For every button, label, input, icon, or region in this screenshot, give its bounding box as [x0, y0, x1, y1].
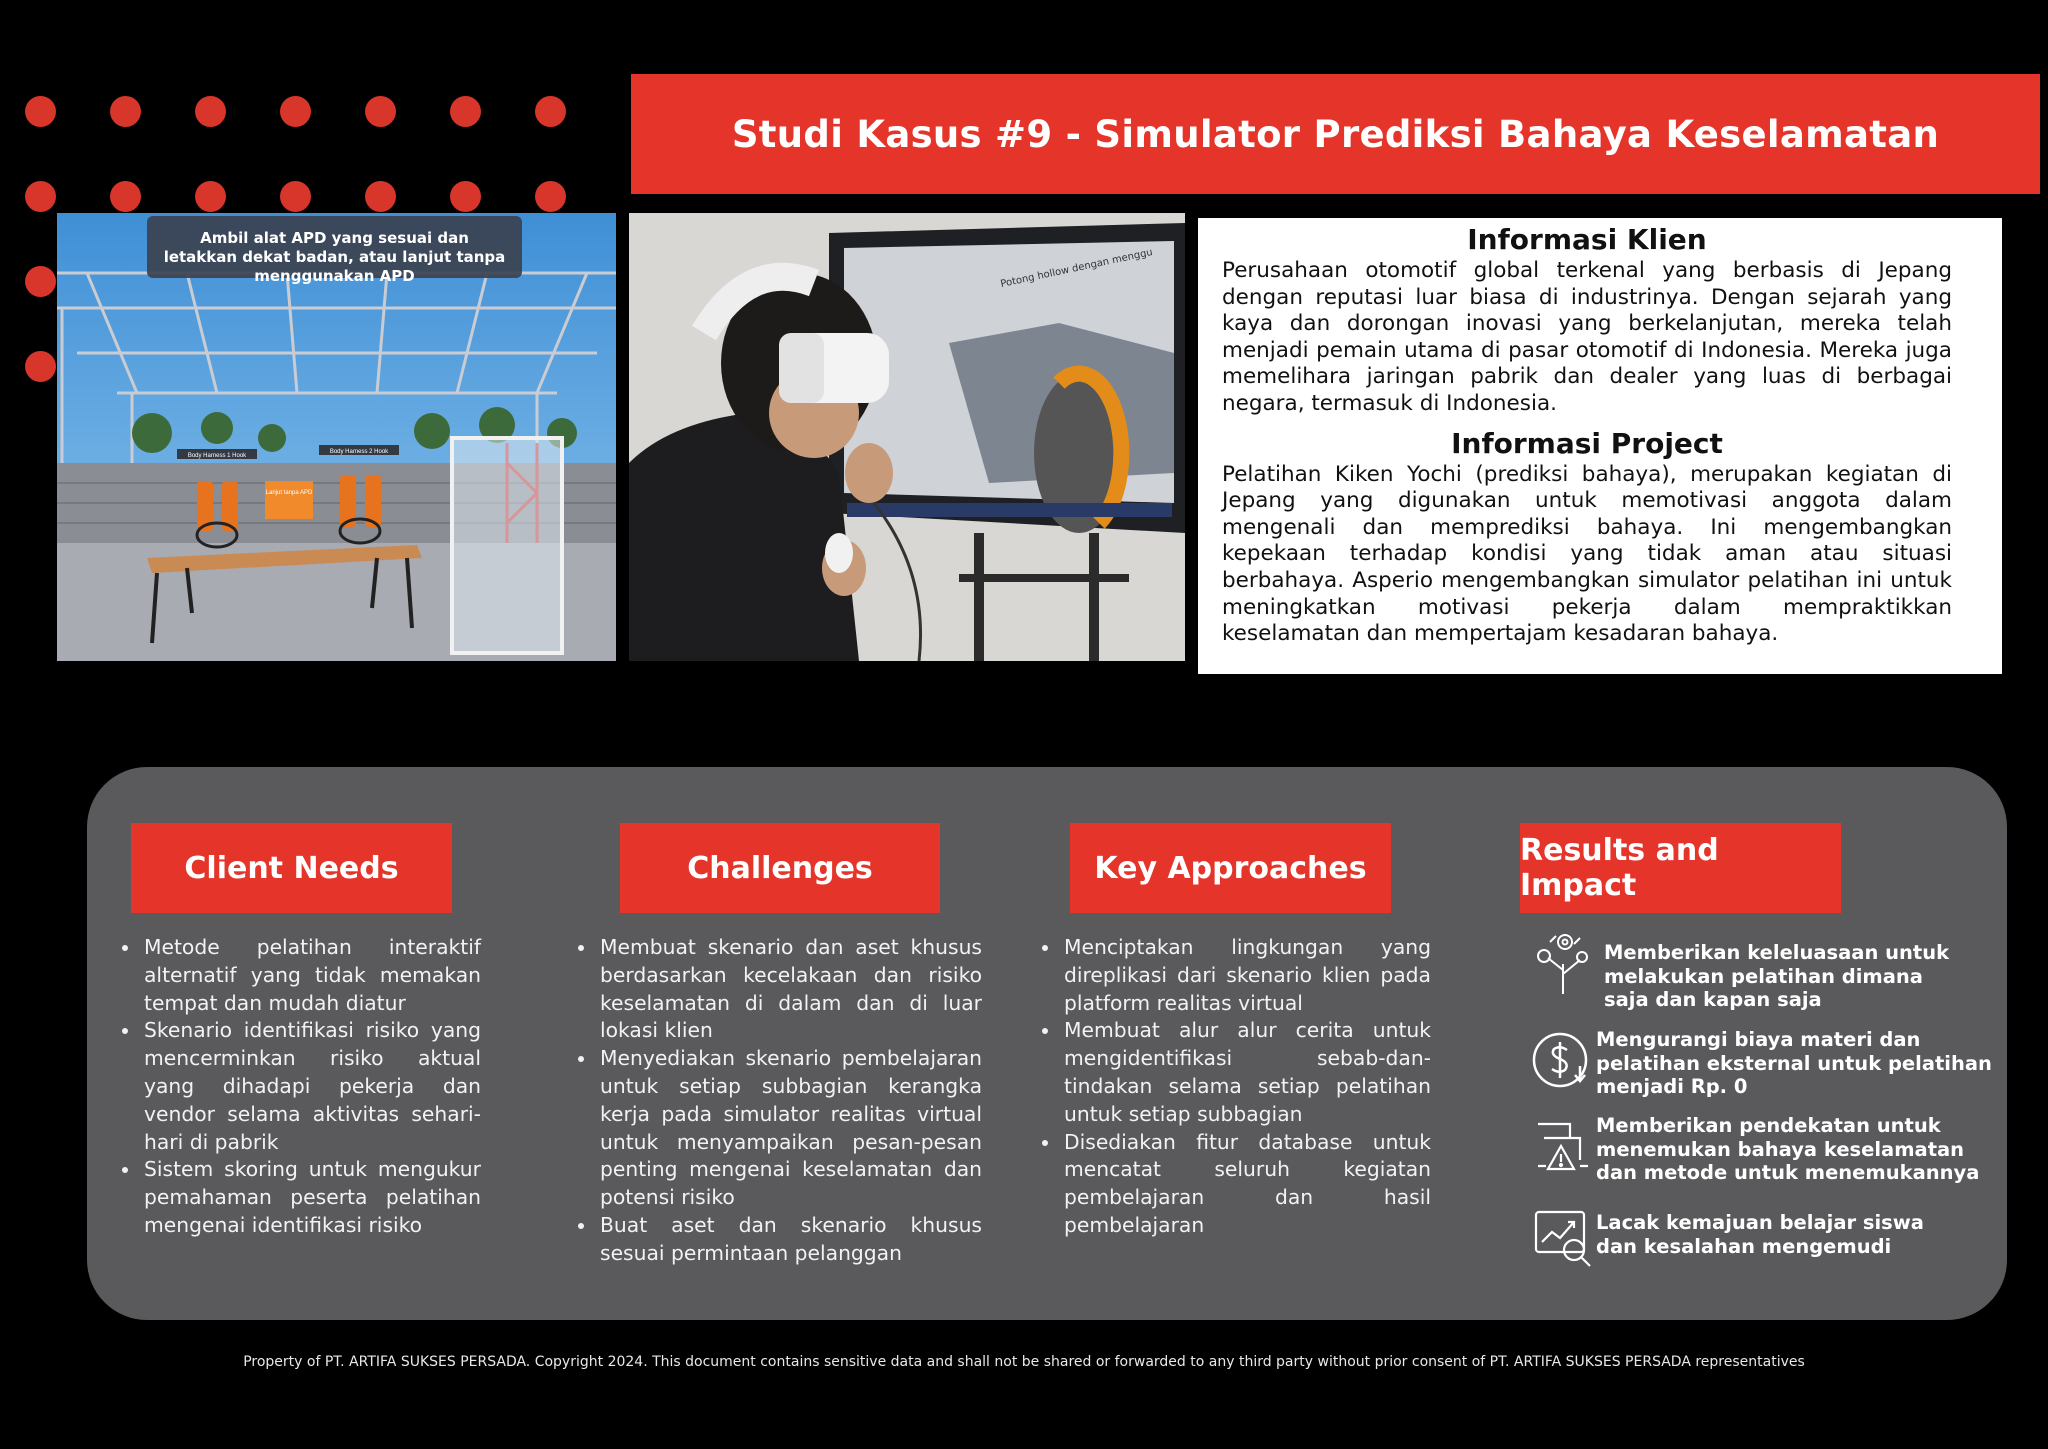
title-banner	[631, 74, 2040, 194]
info-box	[1198, 218, 2002, 674]
result-line: menjadi Rp. 0	[1596, 1075, 1748, 1098]
result-item	[1530, 930, 1949, 1012]
list-item: Membuat alur alur cerita untuk mengidentifikasi sebab-dan-tindakan selama setiap pelatihan untuk setiap subbagian	[1040, 1017, 1431, 1128]
hazard-warning-hand-icon	[1530, 1114, 1596, 1180]
list-item: Menyediakan skenario pembelajaran untuk setiap subbagian kerangka kerja pada simulator realitas virtual untuk menyampaikan pesan-pesan penting mengenai keselamatan dan potensi risiko	[576, 1045, 982, 1212]
page-title: Studi Kasus #9 - Simulator Prediksi Bahaya Keselamatan	[731, 112, 1940, 156]
list-item: Menciptakan lingkungan yang direplikasi dari skenario klien pada platform realitas virtual	[1040, 934, 1431, 1017]
result-item	[1530, 1026, 1992, 1099]
result-line: Lacak kemajuan belajar siswa	[1596, 1211, 1924, 1234]
result-line: Mengurangi biaya materi dan	[1596, 1028, 1921, 1051]
harness-label-right: Body Harness 2 Hook	[329, 449, 389, 455]
result-line: saja dan kapan saja	[1604, 988, 1822, 1011]
footer-copyright: Property of PT. ARTIFA SUKSES PERSADA. Copyright 2024. This document contains sensitive data and shall not be shared or forwarded to any third party without prior consent of PT. ARTIFA SUKSES PERSADA representatives	[243, 1354, 1805, 1370]
client-needs-heading: Client Needs	[131, 823, 452, 913]
list-item: Skenario identifikasi risiko yang mencerminkan risiko aktual yang dihadapi pekerja dan vendor selama aktivitas sehari-hari di pabrik	[120, 1017, 481, 1156]
dollar-coin-icon	[1530, 1026, 1596, 1092]
result-item	[1530, 1206, 1924, 1272]
monitor-screen-text: Potong hollow dengan menggu	[999, 246, 1154, 291]
result-line: dan kesalahan mengemudi	[1596, 1234, 1892, 1258]
growth-gears-icon	[1530, 930, 1596, 996]
client-needs-list	[120, 934, 481, 1240]
result-line: Memberikan pendekatan untuk	[1596, 1114, 1941, 1137]
sign-text: Lanjut tanpa APD	[265, 490, 313, 496]
client-info-heading: Informasi Klien	[1467, 223, 1707, 256]
list-item: Sistem skoring untuk mengukur pemahaman peserta pelatihan mengenai identifikasi risiko	[120, 1156, 481, 1239]
list-item: Membuat skenario dan aset khusus berdasarkan kecelakaan dan risiko keselamatan di dalam dan di luar lokasi klien	[576, 934, 982, 1045]
vr-training-photo	[629, 213, 1185, 661]
harness-label-left: Body Harness 1 Hook	[187, 453, 247, 459]
result-line: menemukan bahaya keselamatan	[1596, 1137, 1965, 1161]
result-line: pelatihan eksternal untuk pelatihan	[1596, 1051, 1992, 1075]
key-approaches-heading: Key Approaches	[1070, 823, 1391, 913]
project-info-heading: Informasi Project	[1451, 426, 1723, 460]
vr-instruction-text: Ambil alat APD yang sesuai dan letakkan dekat badan, atau lanjut tanpa menggunakan APD	[163, 229, 506, 285]
vr-scene-image	[57, 213, 616, 661]
result-line: melakukan pelatihan dimana	[1604, 964, 1923, 988]
result-line: Memberikan keleluasaan untuk	[1604, 941, 1950, 964]
chart-analysis-icon	[1530, 1206, 1596, 1272]
list-item: Disediakan fitur database untuk mencatat seluruh kegiatan pembelajaran dan hasil pembelajaran	[1040, 1129, 1431, 1240]
key-approaches-list	[1040, 934, 1431, 1240]
challenges-heading: Challenges	[620, 823, 940, 913]
challenges-list	[576, 934, 982, 1268]
results-impact-heading: Results and Impact	[1520, 823, 1841, 913]
result-item	[1530, 1114, 1979, 1185]
result-line: dan metode untuk menemukannya	[1596, 1161, 1980, 1184]
list-item: Metode pelatihan interaktif alternatif yang tidak memakan tempat dan mudah diatur	[120, 934, 481, 1017]
project-info-text: Pelatihan Kiken Yochi (prediksi bahaya), merupakan kegiatan di Jepang yang digunakan untuk memotivasi anggota dalam mengenali dan memprediksi bahaya. Ini mengembangkan kepekaan terhadap kondisi yang tidak aman atau situasi berbahaya. Asperio mengembangkan simulator pelatihan ini untuk meningkatkan motivasi pekerja dalam mempraktikkan keselamatan dan mempertajam kesadaran bahaya.	[1222, 461, 1952, 647]
client-info-text: Perusahaan otomotif global terkenal yang berbasis di Jepang dengan reputasi luar biasa di industrinya. Dengan sejarah yang kaya dan dorongan inovasi yang berkelanjutan, mereka telah menjadi pemain utama di pasar otomotif di Indonesia. Mereka juga memelihara jaringan pabrik dan dealer yang luas di berbagai negara, termasuk di Indonesia.	[1222, 258, 1952, 416]
list-item: Buat aset dan skenario khusus sesuai permintaan pelanggan	[576, 1212, 982, 1268]
